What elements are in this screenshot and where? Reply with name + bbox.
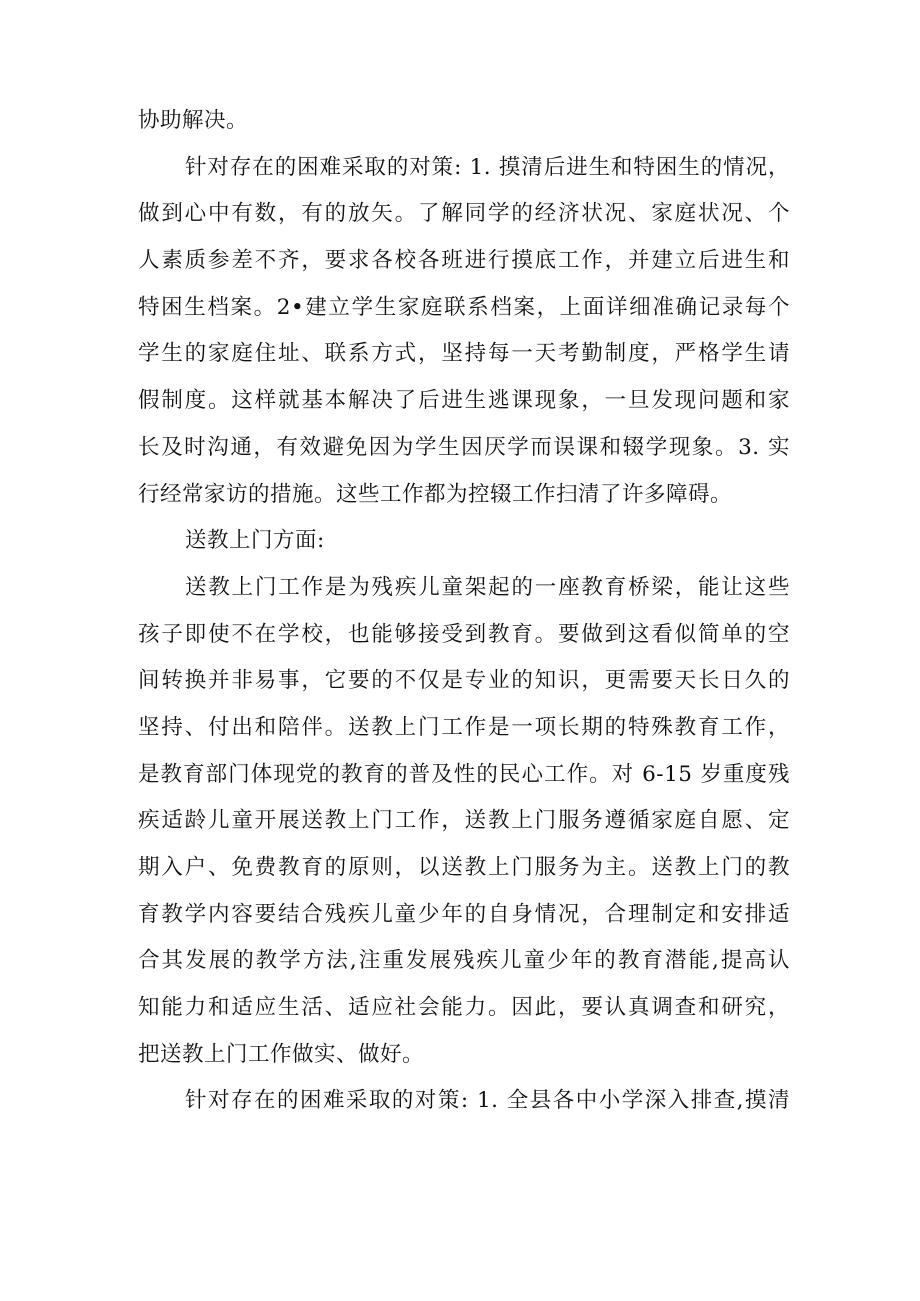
text-line: 协助解决。 [138, 108, 249, 133]
text-line: 合其发展的教学方法,注重发展残疾儿童少年的教育潜能,提高认 [138, 948, 790, 974]
text-line: 针对存在的困难采取的对策: 1. 全县各中小学深入排查,摸清 [185, 1088, 790, 1114]
text-line: 学生的家庭住址、联系方式，坚持每一天考勤制度，严格学生请 [138, 341, 790, 367]
text-line: 长及时沟通，有效避免因为学生因厌学而误课和辍学现象。3. 实 [138, 434, 790, 460]
text-line: 针对存在的困难采取的对策: 1. 摸清后进生和特困生的情况， [185, 154, 790, 180]
text-line: 是教育部门体现党的教育的普及性的民心工作。对 6-15 岁重度残 [138, 761, 790, 787]
text-line: 疾适龄儿童开展送教上门工作，送教上门服务遵循家庭自愿、定 [138, 808, 790, 834]
text-line: 送教上门方面: [185, 528, 325, 554]
text-line: 特困生档案。2•建立学生家庭联系档案，上面详细准确记录每个 [138, 294, 790, 320]
text-line: 送教上门工作是为残疾儿童架起的一座教育桥梁，能让这些 [185, 574, 790, 600]
text-line: 坚持、付出和陪伴。送教上门工作是一项长期的特殊教育工作， [138, 714, 790, 740]
text-line: 行经常家访的措施。这些工作都为控辍工作扫清了许多障碍。 [138, 481, 733, 507]
text-line: 人素质参差不齐，要求各校各班进行摸底工作，并建立后进生和 [138, 248, 790, 274]
text-line: 期入户、免费教育的原则，以送教上门服务为主。送教上门的教 [138, 855, 790, 880]
text-line: 孩子即使不在学校，也能够接受到教育。要做到这看似简单的空 [138, 621, 790, 647]
text-line: 知能力和适应生活、适应社会能力。因此，要认真调查和研究， [138, 995, 790, 1021]
text-line: 做到心中有数，有的放矢。了解同学的经济状况、家庭状况、个 [138, 201, 790, 227]
body-text [138, 98, 790, 1125]
text-line: 假制度。这样就基本解决了后进生逃课现象，一旦发现问题和家 [138, 388, 790, 414]
text-line: 育教学内容要结合残疾儿童少年的自身情况，合理制定和安排适 [138, 901, 790, 927]
text-line: 间转换并非易事，它要的不仅是专业的知识，更需要天长日久的 [138, 668, 790, 694]
text-line: 把送教上门工作做实、做好。 [138, 1041, 425, 1067]
